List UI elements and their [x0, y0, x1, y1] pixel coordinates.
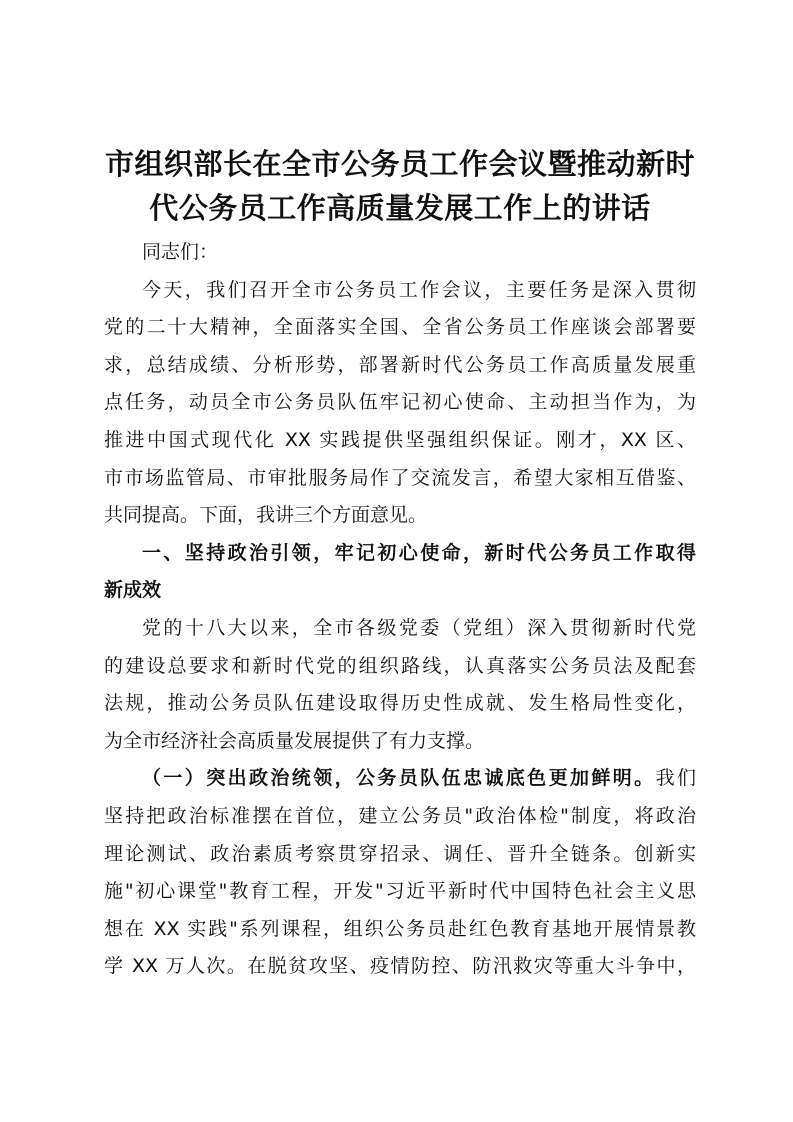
paragraph-line: 党的十八大以来，全市各级党委（党组）深入贯彻新时代党 [142, 616, 696, 639]
title-line-1: 市组织部长在全市公务员工作会议暨推动新时 [104, 147, 695, 181]
paragraph-intro [104, 272, 696, 535]
paragraph-line: 理论测试、政治素质考察贯穿招录、调任、晋升全链条。创新实 [104, 842, 696, 865]
salutation: 同志们： [142, 241, 219, 263]
paragraph-line: 今天，我们召开全市公务员工作会议，主要任务是深入贯彻 [142, 278, 696, 301]
paragraph-line: 市市场监管局、市审批服务局作了交流发言，希望大家相互借鉴、 [104, 466, 696, 489]
paragraph-line: 想在 XX 实践"系列课程，组织公务员赴红色教育基地开展情景教 [104, 917, 696, 940]
section-heading-1 [104, 535, 696, 610]
paragraph-line: 点任务，动员全市公务员队伍牢记初心使命、主动担当作为，为 [104, 391, 696, 414]
paragraph-line: 推进中国式现代化 XX 实践提供坚强组织保证。刚才，XX 区、 [104, 428, 696, 451]
document-body [104, 234, 696, 986]
paragraph-text: 我们 [655, 767, 696, 790]
paragraph-line: 的建设总要求和新时代党的组织路线，认真落实公务员法及配套 [104, 654, 696, 677]
document-page [104, 142, 696, 986]
paragraph-political-leadership [104, 760, 696, 986]
paragraph-line: 共同提高。下面，我讲三个方面意见。 [104, 504, 428, 527]
paragraph-achievements [104, 610, 696, 760]
paragraph-line: 法规，推动公务员队伍建设取得历史性成就、发生格局性变化， [104, 692, 696, 715]
paragraph-line: 为全市经济社会高质量发展提供了有力支撑。 [104, 729, 485, 752]
paragraph-line [104, 760, 696, 798]
paragraph-line: 党的二十大精神，全面落实全国、全省公务员工作座谈会部署要 [104, 316, 696, 339]
heading-line: 一、坚持政治引领，牢记初心使命，新时代公务员工作取得 [142, 541, 696, 564]
paragraph-line: 坚持把政治标准摆在首位，建立公务员"政治体检"制度，将政治 [104, 804, 696, 827]
heading-line: 新成效 [104, 579, 162, 602]
title-line-2: 代公务员工作高质量发展工作上的讲话 [149, 191, 651, 225]
subsection-heading: （一）突出政治统领，公务员队伍忠诚底色更加鲜明。 [142, 767, 656, 790]
paragraph-line: 学 XX 万人次。在脱贫攻坚、疫情防控、防汛救灾等重大斗争中， [104, 955, 696, 978]
paragraph-line: 施"初心课堂"教育工程，开发"习近平新时代中国特色社会主义思 [104, 880, 696, 903]
document-title [104, 142, 696, 230]
paragraph-line: 求，总结成绩、分析形势，部署新时代公务员工作高质量发展重 [104, 353, 696, 376]
